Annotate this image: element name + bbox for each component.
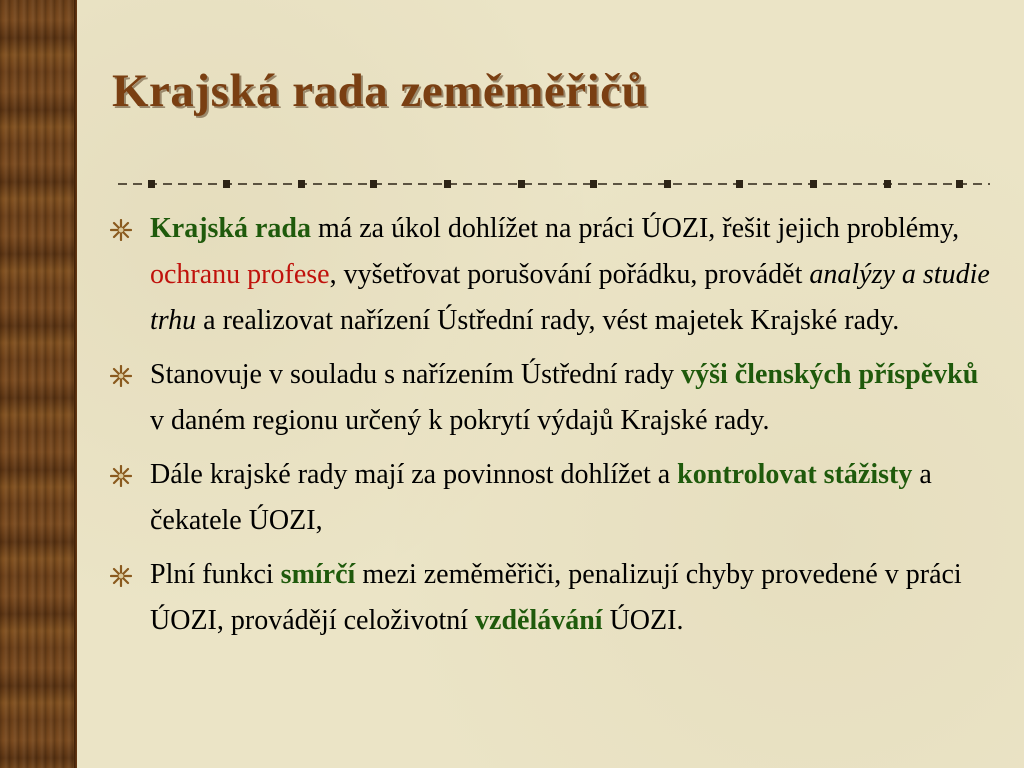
bullet-text: má za úkol dohlížet na práci ÚOZI, řešit jejich problémy, [311,213,960,244]
term-analyzy-studie-trhu: analýzy a studie trhu [150,259,990,336]
bullet-text: Stanovuje v souladu s nařízením Ústřední rady [150,359,682,390]
term-smirci: smírčí [280,559,356,590]
star-bullet-icon [110,465,132,487]
term-krajska-rada: Krajská rada [150,213,311,244]
bullet-item-dale [108,452,998,544]
term-vzdelavani: vzdělávání [475,605,603,636]
bullet-text: ÚOZI. [602,605,684,636]
star-bullet-icon [110,565,132,587]
term-vysi-clenskych-prispevku: výši členských příspěvků [681,359,979,390]
dashed-divider-icon [118,177,990,191]
star-bullet-icon [110,219,132,241]
bullet-text: a čekatele ÚOZI, [150,459,932,536]
bullet-text: v daném regionu určený k pokrytí výdajů Krajské rady. [150,405,770,436]
slide-title: Krajská rada zeměměřičů [112,65,649,117]
bullet-text: Dále krajské rady mají za povinnost dohlížet a [150,459,678,490]
term-kontrolovat-stazisty: kontrolovat stážisty [677,459,913,490]
bullet-text: a realizovat nařízení Ústřední rady, vést majetek Krajské rady. [196,305,900,336]
bullet-item-stanovuje [108,352,998,444]
bullet-text: , vyšetřovat porušování pořádku, provádět [329,259,810,290]
bullet-text: Plní funkci [150,559,281,590]
bullet-item-krajska-rada [108,206,998,344]
wood-border-strip [0,0,77,768]
bullet-text: mezi zeměměřiči, penalizují chyby provedené v práci ÚOZI, provádějí celoživotní [150,559,962,636]
bullet-list [108,206,998,652]
term-ochranu-profese: ochranu profese [150,259,330,290]
star-bullet-icon [110,365,132,387]
bullet-item-plni-funkci [108,552,998,644]
